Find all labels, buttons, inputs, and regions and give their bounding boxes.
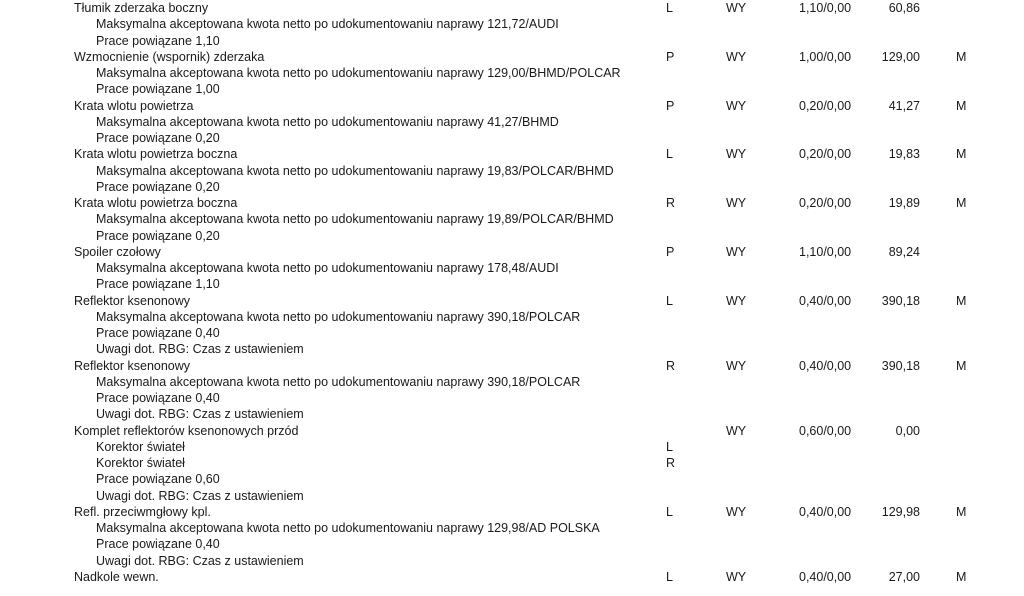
part-row [0,49,1024,65]
labor-hours: 0,40/0,00 [799,504,852,519]
side-code: P [666,244,675,259]
side-code: R [666,456,676,470]
part-row [0,358,1024,374]
part-row [0,504,1024,520]
part-name: Krata wlotu powietrza [74,98,194,113]
side-code: L [666,569,673,584]
part-name: Krata wlotu powietrza boczna [74,147,238,162]
material-mark: M [956,504,967,519]
detail-text: Uwagi dot. RBG: Czas z ustawieniem [96,342,304,357]
material-mark: M [956,196,967,210]
side-code: P [666,98,675,113]
part-name: Spoiler czołowy [74,244,161,259]
detail-row [0,276,1024,292]
detail-text: Prace powiązane 0,60 [96,472,220,487]
side-code: L [666,439,673,454]
detail-row [0,439,1024,455]
amount: 89,24 [888,244,920,259]
amount: 27,00 [888,569,920,584]
part-name: Reflektor ksenonowy [74,358,191,373]
detail-text: Maksymalna akceptowana kwota netto po udokumentowaniu naprawy 129,98/AD POLSKA [96,521,600,535]
detail-row [0,114,1024,130]
detail-row [0,390,1024,406]
detail-text: Maksymalna akceptowana kwota netto po udokumentowaniu naprawy 390,18/POLCAR [96,374,581,389]
operation-code: WY [726,423,747,438]
part-row [0,146,1024,162]
side-code: L [666,504,673,519]
detail-row [0,341,1024,357]
operation-code: WY [726,504,747,519]
part-name: Reflektor ksenonowy [74,293,191,308]
amount: 0,00 [895,423,920,438]
part-name: Komplet reflektorów ksenonowych przód [74,423,299,438]
detail-text: Korektor świateł [96,439,185,454]
part-row [0,569,1024,585]
operation-code: WY [726,569,747,584]
labor-hours: 1,00/0,00 [799,49,852,64]
part-row [0,0,1024,16]
detail-text: Prace powiązane 0,40 [96,391,220,405]
side-code: R [666,358,676,373]
detail-text: Maksymalna akceptowana kwota netto po udokumentowaniu naprawy 19,89/POLCAR/BHMD [96,212,614,227]
material-mark: M [956,147,967,162]
labor-hours: 0,40/0,00 [799,569,852,584]
detail-text: Prace powiązane 0,20 [96,228,220,243]
labor-hours: 0,20/0,00 [799,98,852,113]
part-row [0,244,1024,260]
detail-row [0,374,1024,390]
amount: 390,18 [881,293,920,308]
part-name: Krata wlotu powietrza boczna [74,196,238,210]
operation-code: WY [726,1,747,15]
detail-text: Maksymalna akceptowana kwota netto po udokumentowaniu naprawy 390,18/POLCAR [96,309,581,324]
labor-hours: 0,40/0,00 [799,293,852,308]
detail-row [0,163,1024,179]
part-name: Nadkole wewn. [74,569,159,584]
operation-code: WY [726,196,747,210]
labor-hours: 0,20/0,00 [799,196,852,210]
detail-row [0,325,1024,341]
amount: 390,18 [881,358,920,373]
labor-hours: 0,20/0,00 [799,147,852,162]
detail-row [0,130,1024,146]
detail-row [0,520,1024,536]
detail-text: Prace powiązane 0,40 [96,537,220,552]
part-name: Refl. przeciwmgłowy kpl. [74,504,211,519]
amount: 129,00 [881,49,920,64]
part-row [0,423,1024,439]
part-name: Tłumik zderzaka boczny [74,1,209,15]
detail-text: Maksymalna akceptowana kwota netto po udokumentowaniu naprawy 41,27/BHMD [96,114,559,129]
detail-text: Prace powiązane 1,00 [96,82,220,97]
operation-code: WY [726,98,747,113]
side-code: L [666,293,673,308]
detail-row [0,309,1024,325]
operation-code: WY [726,147,747,162]
part-name: Wzmocnienie (wspornik) zderzaka [74,49,265,64]
detail-text: Uwagi dot. RBG: Czas z ustawieniem [96,553,304,568]
amount: 19,89 [888,196,920,210]
detail-row [0,65,1024,81]
detail-text: Prace powiązane 0,20 [96,131,220,145]
detail-row [0,553,1024,569]
detail-text: Uwagi dot. RBG: Czas z ustawieniem [96,407,304,422]
amount: 19,83 [888,147,920,162]
operation-code: WY [726,358,747,373]
labor-hours: 1,10/0,00 [799,1,852,15]
part-row [0,98,1024,114]
material-mark: M [956,569,967,584]
detail-row [0,488,1024,504]
operation-code: WY [726,244,747,259]
operation-code: WY [726,293,747,308]
operation-code: WY [726,49,747,64]
amount: 60,86 [888,1,920,15]
detail-text: Maksymalna akceptowana kwota netto po udokumentowaniu naprawy 129,00/BHMD/POLCAR [96,66,621,80]
material-mark: M [956,358,967,373]
detail-text: Maksymalna akceptowana kwota netto po udokumentowaniu naprawy 121,72/AUDI [96,17,559,32]
labor-hours: 0,60/0,00 [799,423,852,438]
labor-hours: 0,40/0,00 [799,358,852,373]
detail-text: Maksymalna akceptowana kwota netto po udokumentowaniu naprawy 178,48/AUDI [96,261,559,275]
amount: 41,27 [888,98,920,113]
side-code: P [666,49,675,64]
detail-row [0,455,1024,471]
detail-row [0,179,1024,195]
detail-text: Prace powiązane 1,10 [96,33,220,48]
detail-text: Prace powiązane 0,20 [96,179,220,194]
detail-row [0,228,1024,244]
amount: 129,98 [881,504,920,519]
detail-row [0,211,1024,227]
detail-text: Maksymalna akceptowana kwota netto po udokumentowaniu naprawy 19,83/POLCAR/BHMD [96,163,614,178]
side-code: R [666,196,676,210]
side-code: L [666,1,673,15]
detail-row [0,536,1024,552]
detail-row [0,260,1024,276]
detail-row [0,16,1024,32]
material-mark: M [956,98,967,113]
labor-hours: 1,10/0,00 [799,244,852,259]
detail-row [0,33,1024,49]
part-row [0,195,1024,211]
detail-text: Prace powiązane 0,40 [96,326,220,340]
detail-row [0,81,1024,97]
material-mark: M [956,49,967,64]
detail-text: Korektor świateł [96,456,185,470]
detail-row [0,471,1024,487]
detail-row [0,406,1024,422]
material-mark: M [956,293,967,308]
side-code: L [666,147,673,162]
detail-text: Prace powiązane 1,10 [96,277,220,292]
detail-text: Uwagi dot. RBG: Czas z ustawieniem [96,488,304,503]
part-row [0,293,1024,309]
